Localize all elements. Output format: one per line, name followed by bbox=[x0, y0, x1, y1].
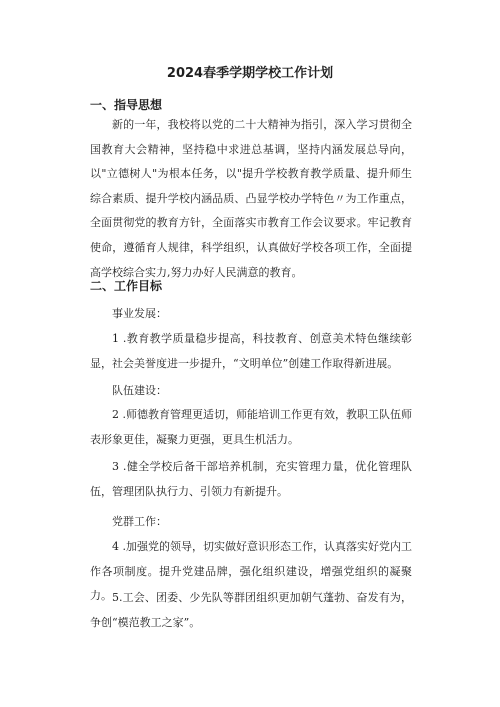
goal-item-4: 4 .加强党的领导，切实做好意识形态工作，认真落实好党内工作各项制度。提升党建品牌，强化组织建设，增强党组织的凝聚力。 bbox=[90, 540, 412, 603]
document-title: 2024春季学期学校工作计划 bbox=[166, 66, 334, 81]
section-heading-guiding-ideology: 一、指导思想 bbox=[90, 98, 163, 112]
goal-item-5: 5.工会、团委、少先队等群团组织更加朝气蓬勃、奋发有为，争创“模范教工之家”。 bbox=[90, 591, 412, 629]
group-label-party-work: 党群工作： bbox=[112, 515, 167, 528]
goal-item-2: 2 .师德教育管理更适切，师能培训工作更有效，教职工队伍师表形象更佳，凝聚力更强，更具生机活力。 bbox=[90, 408, 412, 446]
goal-item-3: 3 .健全学校后备干部培养机制，充实管理力量，优化管理队伍，管理团队执行力、引领力有新提升。 bbox=[90, 460, 412, 498]
section-heading-work-goals: 二、工作目标 bbox=[90, 279, 163, 293]
paragraph-guiding-ideology: 新的一年，我校将以党的二十大精神为指引，深入学习贯彻全国教育大会精神，坚持稳中求进总基调，坚持内涵发展总导向，以"立德树人"为根本任务，以"提升学校教育教学质量、提升师生综合素质、提升学校内涵品质、凸显学校办学特色〃为工作重点，全面贯彻党的教育方针，全面落实市教育工作会议要求。牢记教育使命，遵循育人规律，科学组织，认真做好学校各项工作，全面提高学校综合实力,努力办好人民满意的教育。 bbox=[90, 118, 412, 279]
group-label-team-building: 队伍建设： bbox=[112, 384, 167, 397]
group-label-career-development: 事业发展： bbox=[112, 307, 167, 320]
goal-item-1: 1 .教育教学质量稳步提高，科技教育、创意美术特色继续彰显，社会美誉度进一步提升，“文明单位”创建工作取得新进展。 bbox=[90, 332, 412, 370]
